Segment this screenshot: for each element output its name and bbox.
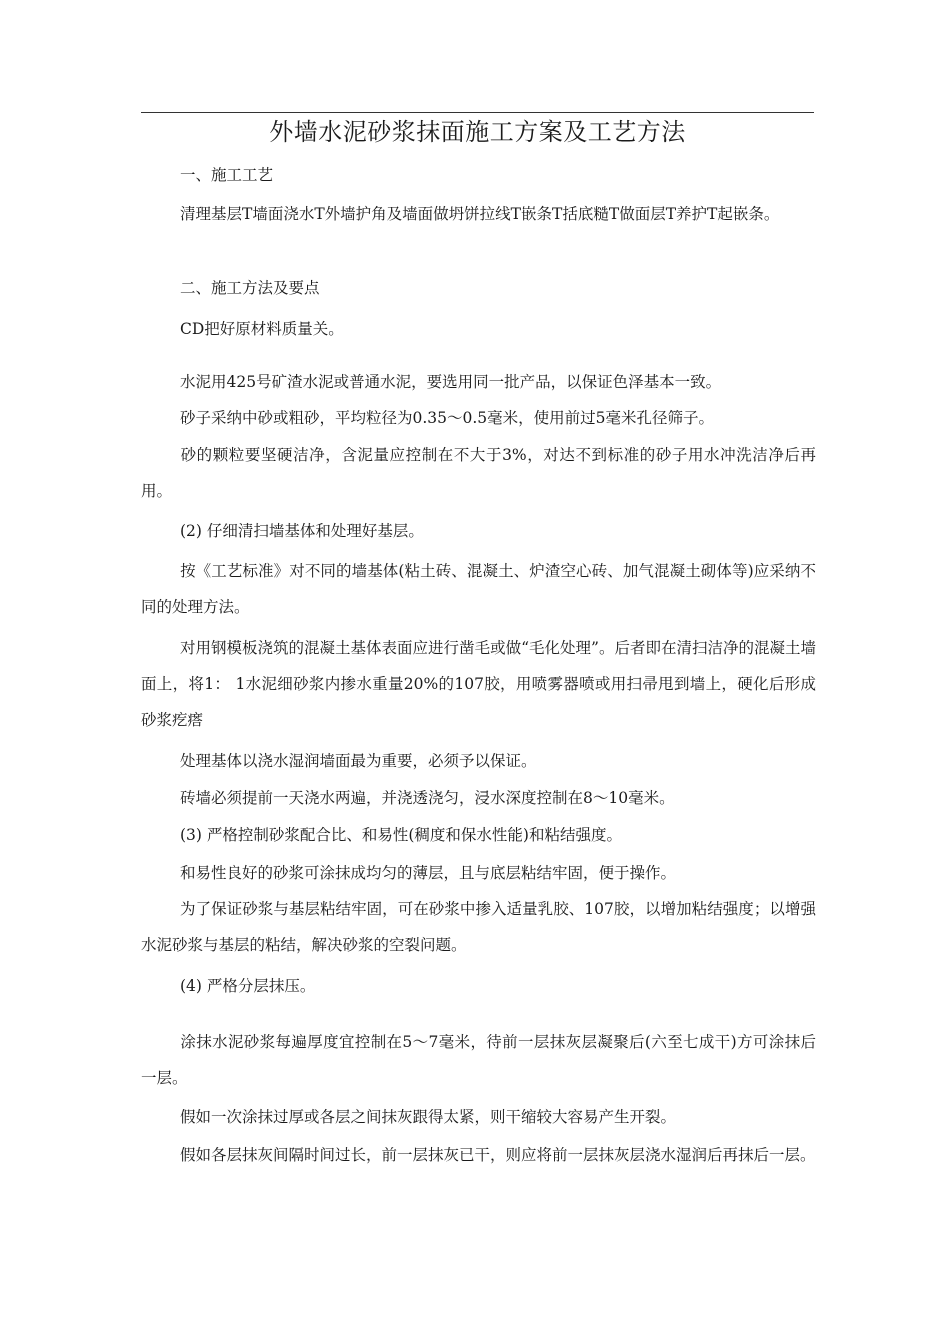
paragraph-watering: 处理基体以浇水湿润墙面最为重要，必须予以保证。 (180, 752, 537, 770)
paragraph-layer-thickness: 涂抹水泥砂浆每遍厚度宜控制在5〜7毫米，待前一层抹灰层凝聚后(六至七成干)方可涂抹后一层。 (141, 1033, 816, 1087)
paragraph-bonding: 为了保证砂浆与基层粘结牢固，可在砂浆中掺入适量乳胶、107胶，以增加粘结强度；以增强水泥砂浆与基层的粘结，解决砂浆的空裂问题。 (141, 900, 816, 954)
paragraph-interval: 假如各层抹灰间隔时间过长，前一层抹灰已干，则应将前一层抹灰层浇水湿润后再抹后一层。 (180, 1146, 816, 1164)
section-heading-2: 二、施工方法及要点 (180, 279, 320, 297)
paragraph-sand-size: 砂子采纳中砂或粗砂，平均粒径为0.35〜0.5毫米，使用前过5毫米孔径筛子。 (180, 409, 715, 427)
paragraph-brick-wall: 砖墙必须提前一天浇水两遍，并浇透浇匀，浸水深度控制在8〜10毫米。 (180, 789, 675, 807)
section-heading-1: 一、施工工艺 (180, 166, 274, 184)
paragraph-too-thick: 假如一次涂抹过厚或各层之间抹灰跟得太紧，则干缩较大容易产生开裂。 (180, 1108, 677, 1126)
subheading-layering: (4) 严格分层抹压。 (180, 977, 316, 995)
header-rule (141, 112, 814, 113)
subheading-base-cleaning: (2) 仔细清扫墙基体和处理好基层。 (180, 522, 424, 540)
paragraph-workability: 和易性良好的砂浆可涂抹成均匀的薄层，且与底层粘结牢固，便于操作。 (180, 864, 677, 882)
document-title: 外墙水泥砂浆抹面施工方案及工艺方法 (269, 118, 686, 146)
subheading-mortar-ratio: (3) 严格控制砂浆配合比、和易性(稠度和保水性能)和粘结强度。 (180, 826, 622, 844)
paragraph-sand-quality: 砂的颗粒要坚硬洁净，含泥量应控制在不大于3%，对达不到标准的砂子用水冲洗洁净后再用。 (141, 446, 816, 500)
paragraph-concrete-surface: 对用钢模板浇筑的混凝土基体表面应进行凿毛或做“毛化处理”。后者即在清扫洁净的混凝土墙面上，将1： 1水泥细砂浆内掺水重量20%的107胶，用喷雾器喷或用扫帚甩到墙上，硬化后形成砂浆疙瘩 (141, 639, 816, 729)
subheading-materials: CD把好原材料质量关。 (180, 320, 344, 338)
paragraph-standards: 按《工艺标准》对不同的墙基体(粘土砖、混凝土、炉渣空心砖、加气混凝土砌体等)应采纳不同的处理方法。 (141, 562, 816, 616)
paragraph-cement: 水泥用425号矿渣水泥或普通水泥，要选用同一批产品，以保证色泽基本一致。 (180, 373, 722, 391)
paragraph-process-flow: 清理基层T墙面浇水T外墙护角及墙面做坍饼拉线T嵌条T括底糙T做面层T养护T起嵌条。 (180, 205, 780, 223)
